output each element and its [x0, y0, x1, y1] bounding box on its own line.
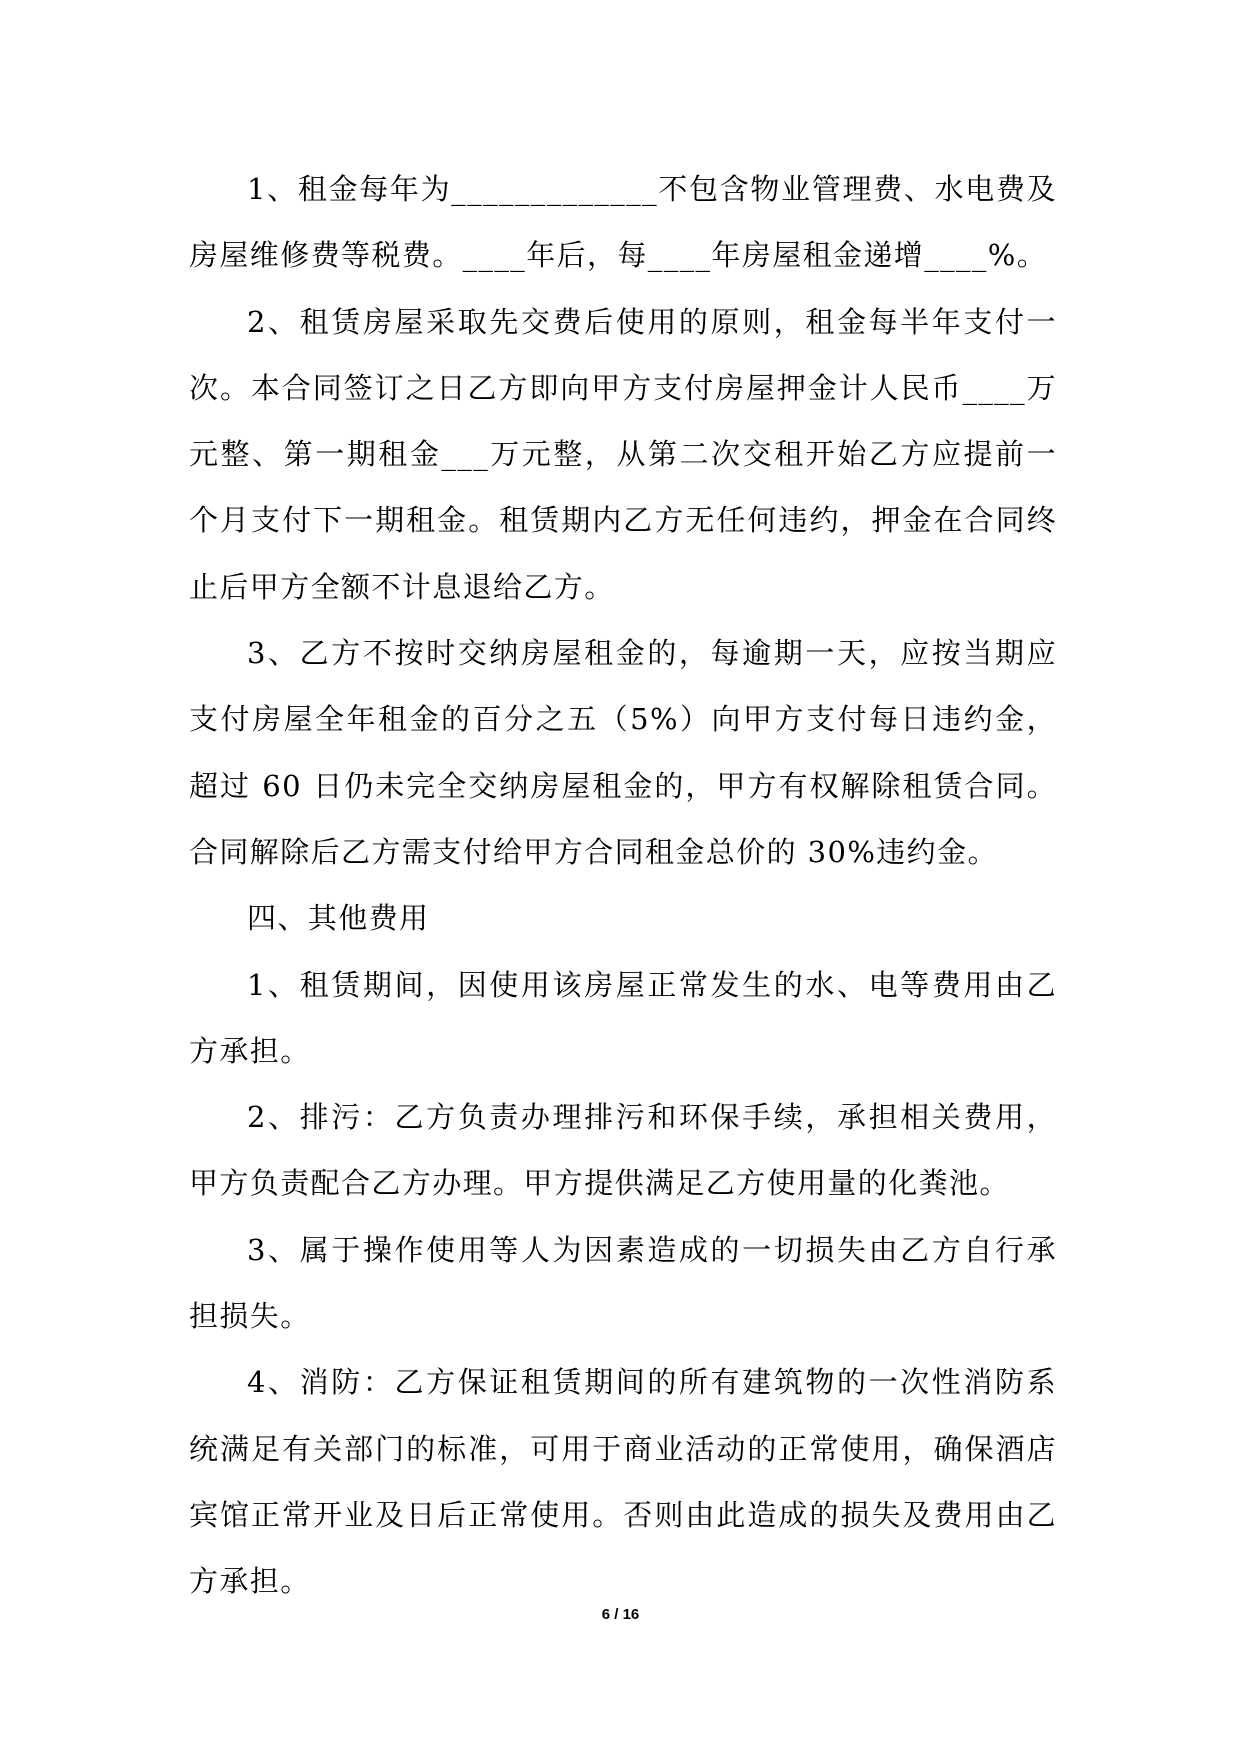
paragraph-utilities: 1、租赁期间，因使用该房屋正常发生的水、电等费用由乙方承担。	[189, 967, 1057, 1068]
paragraph-late-payment: 3、乙方不按时交纳房屋租金的，每逾期一天，应按当期应支付房屋全年租金的百分之五（5%）向甲方支付每日违约金，超过 60 日仍未完全交纳房屋租金的，甲方有权解除租赁合同。合同解除后乙方需支付给甲方合同租金总价的 30%违约金。	[189, 636, 1057, 869]
paragraph-fire-safety: 4、消防：乙方保证租赁期间的所有建筑物的一次性消防系统满足有关部门的标准，可用于商业活动的正常使用，确保酒店宾馆正常开业及日后正常使用。否则由此造成的损失及费用由乙方承担。	[189, 1365, 1057, 1599]
section-heading-other-fees: 四、其他费用	[247, 901, 430, 936]
paragraph-operational-loss: 3、属于操作使用等人为因素造成的一切损失由乙方自行承担损失。	[189, 1232, 1057, 1334]
paragraph-rent-amount: 1、租金每年为_____________不包含物业管理费、水电费及房屋维修费等税费。____年后，每____年房屋租金递增____%。	[189, 172, 1057, 273]
paragraph-sewage: 2、排污：乙方负责办理排污和环保手续，承担相关费用，甲方负责配合乙方办理。甲方提供满足乙方使用量的化粪池。	[189, 1100, 1057, 1201]
document-body	[189, 156, 1057, 1615]
page-number: 6 / 16	[601, 1606, 640, 1623]
paragraph-payment-terms: 2、租赁房屋采取先交费后使用的原则，租金每半年支付一次。本合同签订之日乙方即向甲方支付房屋押金计人民币____万元整、第一期租金___万元整，从第二次交租开始乙方应提前一个月支付下一期租金。租赁期内乙方无任何违约，押金在合同终止后甲方全额不计息退给乙方。	[189, 304, 1057, 604]
